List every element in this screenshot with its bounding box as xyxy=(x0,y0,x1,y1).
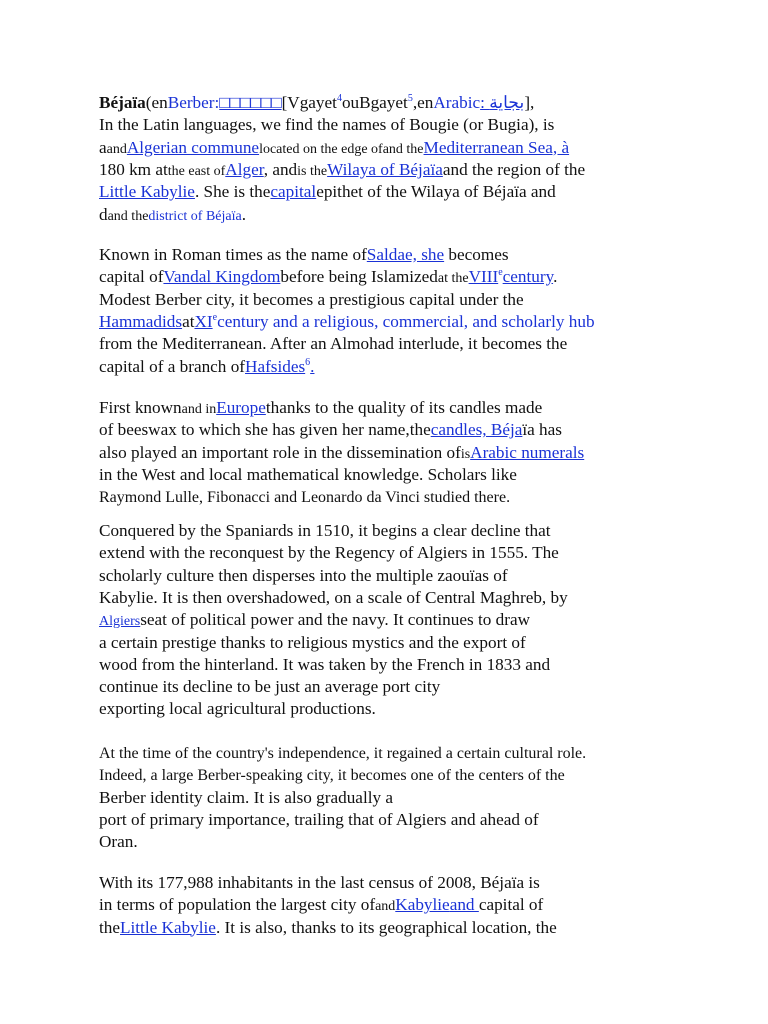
text-run: thanks to the quality of its candles made xyxy=(265,398,543,417)
hyperlink[interactable]: Arabic numerals xyxy=(470,442,585,462)
hyperlink[interactable]: Vandal Kingdom xyxy=(163,267,281,287)
text-run: a certain prestige thanks to religious mystics and the export of xyxy=(99,632,526,652)
text-run: . xyxy=(553,267,558,287)
text-line xyxy=(99,742,586,765)
text-run: continue its decline to be just an average port city xyxy=(99,677,441,697)
text-run: capital of xyxy=(99,267,164,287)
hyperlink[interactable]: XI xyxy=(194,311,213,331)
text-run: ], xyxy=(524,93,535,112)
text-run: Oran. xyxy=(99,832,138,852)
text-line xyxy=(99,894,543,918)
text-line xyxy=(99,159,585,183)
hyperlink[interactable]: Kabylie xyxy=(395,895,450,915)
text-run: becomes xyxy=(444,245,509,264)
footnote-ref-link[interactable]: 5 xyxy=(407,93,413,104)
text-run: [Vgayet xyxy=(281,93,337,112)
text-line xyxy=(99,565,508,587)
text-line xyxy=(99,356,314,378)
text-run: and xyxy=(375,899,396,915)
text-line xyxy=(99,676,440,698)
text-run: in the West and local mathematical knowledge. Scholars like xyxy=(99,464,517,484)
hyperlink[interactable]: Algerian commune xyxy=(126,137,260,157)
text-line xyxy=(99,464,517,486)
text-run: . xyxy=(241,204,247,224)
text-run: wood from the hinterland. It was taken by the French in 1833 and xyxy=(99,654,551,674)
text-run: . She is the xyxy=(194,182,271,202)
text-line xyxy=(99,654,550,676)
text-run: ïa has xyxy=(522,420,562,440)
text-run: of beeswax to which she has given her name,the xyxy=(99,420,431,440)
hyperlink[interactable]: Little Kabylie xyxy=(99,182,195,202)
text-run: Modest Berber city, it becomes a prestigious capital under the xyxy=(99,289,524,309)
text-run: d xyxy=(99,204,108,224)
text-run: is xyxy=(460,446,471,462)
footnote-ref-link[interactable]: e xyxy=(498,267,503,279)
text-run: before being Islamized xyxy=(280,267,438,287)
text-line xyxy=(99,397,542,421)
hyperlink[interactable]: : بجاية xyxy=(480,93,525,112)
hyperlink[interactable]: candles, Béja xyxy=(430,420,523,440)
text-line xyxy=(99,311,595,333)
text-run: the xyxy=(99,917,120,937)
text-line xyxy=(99,632,526,654)
text-line xyxy=(99,266,557,290)
text-run: and in xyxy=(181,402,217,417)
text-line xyxy=(99,204,246,228)
text-line xyxy=(99,137,569,161)
text-run: at the xyxy=(437,271,469,287)
text-line xyxy=(99,542,559,564)
footnote-ref-link[interactable]: e xyxy=(212,311,218,323)
hyperlink[interactable]: and xyxy=(449,895,479,915)
text-run: First known xyxy=(99,398,182,417)
text-run: At the time of the country's independence, it regained a certain cultural role. xyxy=(99,745,587,762)
text-line xyxy=(99,289,524,311)
text-run: exporting local agricultural productions. xyxy=(99,699,376,719)
hyperlink[interactable]: Hafsides xyxy=(245,356,306,376)
text-line xyxy=(99,244,509,266)
text-run: also played an important role in the dissemination of xyxy=(99,442,461,462)
text-line xyxy=(99,419,562,441)
hyperlink[interactable]: □□□□□□ xyxy=(219,93,282,112)
text-run: ,en xyxy=(412,93,434,112)
hyperlink[interactable]: Arabic xyxy=(433,93,481,112)
text-run: port of primary importance, trailing that of Algiers and ahead of xyxy=(99,809,539,829)
hyperlink[interactable]: Berber xyxy=(167,93,215,112)
text-line xyxy=(99,764,565,787)
text-run: and xyxy=(106,141,127,157)
text-run: capital of xyxy=(478,895,544,915)
hyperlink[interactable]: Saldae, she xyxy=(366,245,445,264)
text-line xyxy=(99,831,138,853)
hyperlink[interactable]: Mediterranean Sea, à xyxy=(423,137,570,157)
text-run: a xyxy=(99,137,107,157)
text-line xyxy=(99,609,530,633)
text-run: epithet of the Wilaya of Béjaïa and xyxy=(316,182,556,202)
hyperlink[interactable]: Algiers xyxy=(99,614,141,630)
text-run: from the Mediterranean. After an Almohad interlude, it becomes the xyxy=(99,334,568,354)
hyperlink[interactable]: Europe xyxy=(216,398,266,417)
text-run: is the xyxy=(297,163,328,179)
hyperlink[interactable]: Alger xyxy=(225,159,264,179)
text-run: (en xyxy=(145,93,168,112)
text-run: scholarly culture then disperses into the multiple zaouïas of xyxy=(99,565,508,585)
text-line xyxy=(99,698,376,720)
text-line xyxy=(99,809,539,831)
text-line xyxy=(99,442,584,466)
text-run: seat of political power and the navy. It continues to draw xyxy=(140,610,530,630)
hyperlink[interactable]: district of Béjaïa xyxy=(148,208,242,224)
text-run: the east of xyxy=(167,163,226,179)
hyperlink[interactable]: Wilaya of Béjaïa xyxy=(327,159,443,179)
title-term: Béjaïa xyxy=(99,93,146,112)
text-run: In the Latin languages, we find the names of Bougie (or Bugia), is xyxy=(99,115,555,135)
text-run: extend with the reconquest by the Regency of Algiers in 1555. The xyxy=(99,543,559,563)
text-run: Known in Roman times as the name of xyxy=(99,245,367,264)
hyperlink[interactable]: century xyxy=(502,267,554,287)
hyperlink[interactable]: Little Kabylie xyxy=(120,917,216,937)
text-run: and the xyxy=(382,141,424,157)
text-run: Berber identity claim. It is also gradually a xyxy=(99,787,394,807)
hyperlink[interactable]: . xyxy=(310,356,315,376)
text-line xyxy=(99,181,556,203)
text-run: , and xyxy=(263,159,298,179)
footnote-ref-link[interactable]: 4 xyxy=(336,93,342,104)
footnote-ref-link[interactable]: 6 xyxy=(305,356,311,368)
text-run: located on the edge of xyxy=(259,141,383,157)
text-line xyxy=(99,787,393,809)
hyperlink[interactable]: : xyxy=(214,93,220,112)
text-line xyxy=(99,587,568,609)
text-run: Conquered by the Spaniards in 1510, it begins a clear decline that xyxy=(99,521,551,540)
hyperlink[interactable]: Hammadids xyxy=(99,311,183,331)
text-run: . It is also, thanks to its geographical location, the xyxy=(215,917,557,937)
text-run: Indeed, a large Berber-speaking city, it becomes one of the centers of the xyxy=(99,767,565,785)
hyperlink[interactable]: VIII xyxy=(468,267,499,287)
text-run: Raymond Lulle, Fibonacci and Leonardo da Vinci studied there. xyxy=(99,489,511,507)
text-line xyxy=(99,520,551,542)
text-run: 180 km at xyxy=(99,159,168,179)
text-run: Kabylie. It is then overshadowed, on a scale of Central Maghreb, by xyxy=(99,587,568,607)
text-line xyxy=(99,92,534,114)
text-line xyxy=(99,872,540,894)
text-line xyxy=(99,333,567,355)
text-run: at xyxy=(182,311,195,331)
text-line xyxy=(99,486,510,509)
hyperlink[interactable]: capital xyxy=(270,182,317,202)
text-line xyxy=(99,917,557,939)
text-line xyxy=(99,114,554,136)
text-run: capital of a branch of xyxy=(99,356,246,376)
text-run: and the xyxy=(107,208,149,224)
text-run: in terms of population the largest city of xyxy=(99,895,376,915)
text-run: ouBgayet xyxy=(341,93,408,112)
hyperlink[interactable]: century and a religious, commercial, and scholarly hub xyxy=(217,311,595,331)
text-run: With its 177,988 inhabitants in the last census of 2008, Béjaïa is xyxy=(99,873,540,892)
text-run: and the region of the xyxy=(442,159,586,179)
